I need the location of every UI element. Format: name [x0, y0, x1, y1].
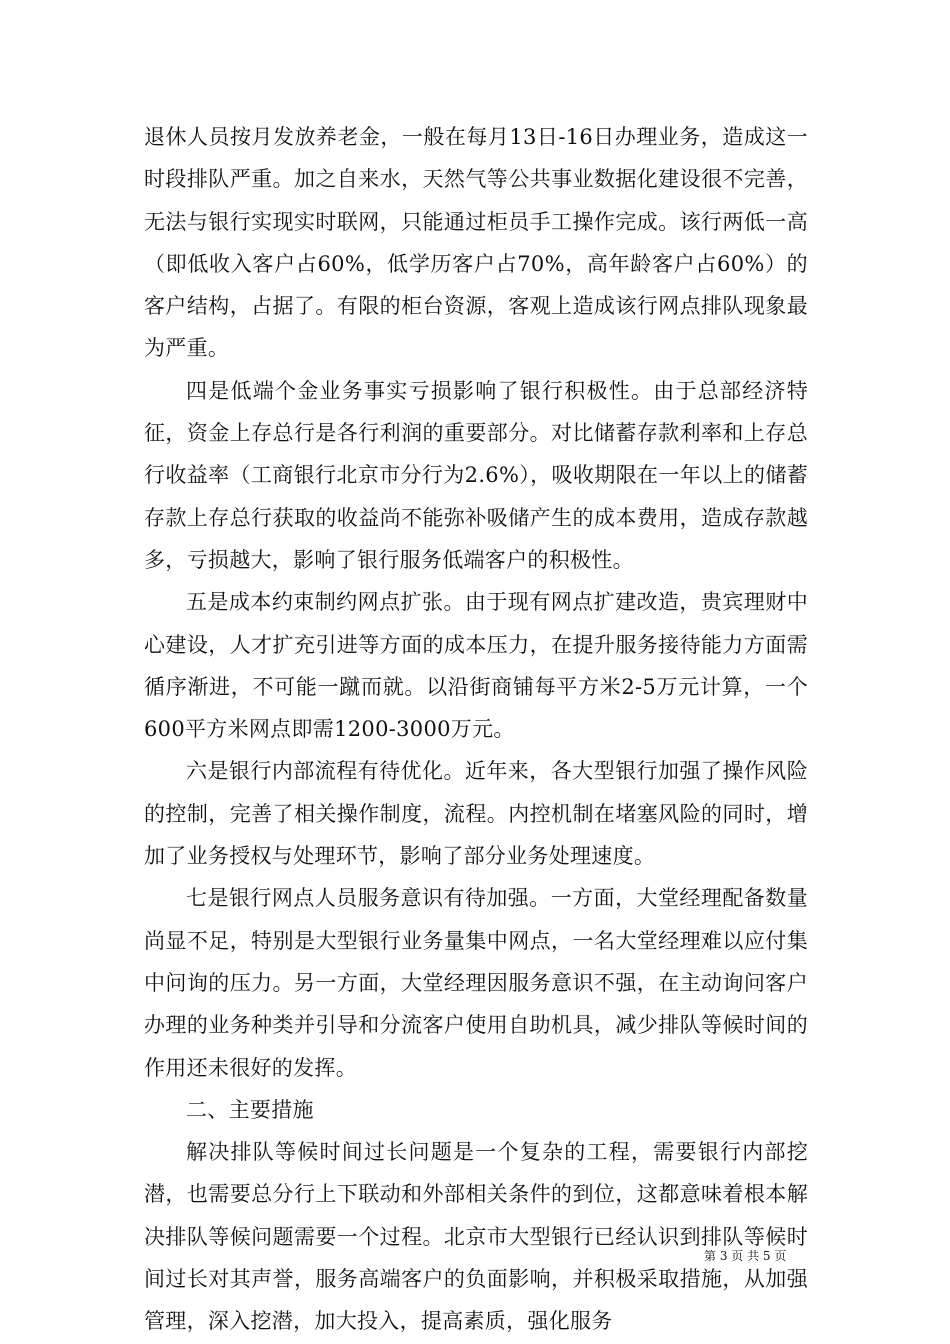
page-number-footer: 第 3 页 共 5 页: [704, 1249, 787, 1263]
paragraph-point-four: 四是低端个金业务事实亏损影响了银行积极性。由于总部经济特征，资金上存总行是各行利润的重要部分。对比储蓄存款利率和上存总行收益率（工商银行北京市分行为2.6%），吸收期限在一年以上的储蓄存款上存总行获取的收益尚不能弥补吸储产生的成本费用，造成存款越多，亏损越大，影响了银行服务低端客户的积极性。: [144, 378, 808, 572]
paragraph-point-seven: 七是银行网点人员服务意识有待加强。一方面，大堂经理配备数量尚显不足，特别是大型银行业务量集中网点，一名大堂经理难以应付集中问询的压力。另一方面，大堂经理因服务意识不强，在主动询问客户办理的业务种类并引导和分流客户使用自助机具，减少排队等候时间的作用还未很好的发挥。: [144, 886, 808, 1080]
paragraph-retiree-pension: 退休人员按月发放养老金，一般在每月13日-16日办理业务，造成这一时段排队严重。加之自来水，天然气等公共事业数据化建设很不完善，无法与银行实现实时联网，只能通过柜员手工操作完成。该行两低一高（即低收入客户占60%，低学历客户占70%，高年龄客户占60%）的客户结构，占据了。有限的柜台资源，客观上造成该行网点排队现象最为严重。: [144, 125, 808, 361]
paragraph-point-five: 五是成本约束制约网点扩张。由于现有网点扩建改造，贵宾理财中心建设，人才扩充引进等方面的成本压力，在提升服务接待能力方面需循序渐进，不可能一蹴而就。以沿街商铺每平方米2-5万元计算，一个600平方米网点即需1200-3000万元。: [144, 590, 808, 742]
paragraph-measures-intro: 解决排队等候时间过长问题是一个复杂的工程，需要银行内部挖潜，也需要总分行上下联动和外部相关条件的到位，这都意味着根本解决排队等候问题需要一个过程。北京市大型银行已经认识到排队等候时间过长对其声誉，服务高端客户的负面影响，并积极采取措施，从加强管理，深入挖潜，加大投入，提高素质，强化服务: [144, 1140, 808, 1334]
section-heading-main-measures: 二、主要措施: [186, 1097, 314, 1122]
document-body: [144, 116, 808, 1343]
paragraph-point-six: 六是银行内部流程有待优化。近年来，各大型银行加强了操作风险的控制，完善了相关操作制度，流程。内控机制在堵塞风险的同时，增加了业务授权与处理环节，影响了部分业务处理速度。: [144, 759, 808, 869]
